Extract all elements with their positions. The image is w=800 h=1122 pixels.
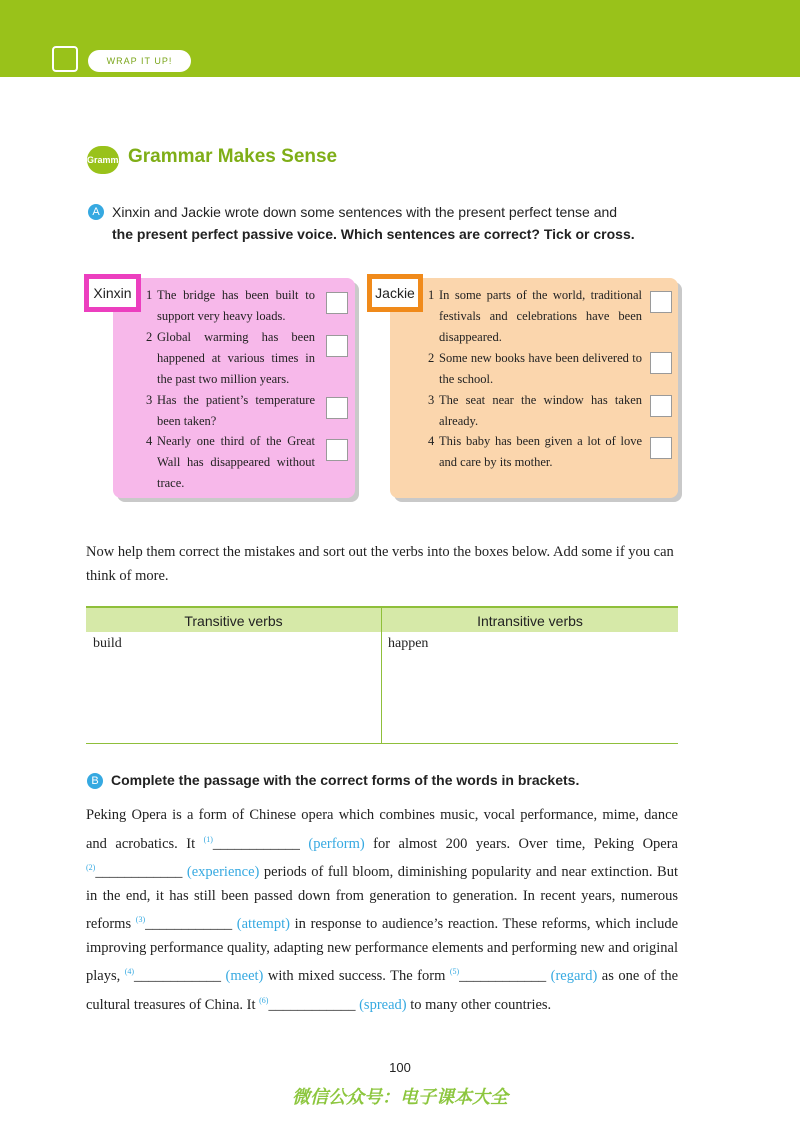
- gap-number-5: (5): [449, 967, 460, 976]
- xinxin-tick-box-4[interactable]: [326, 439, 348, 461]
- page-number: 100: [389, 1060, 411, 1075]
- part-b-label: B: [87, 773, 103, 789]
- intransitive-header: Intransitive verbs: [382, 606, 678, 632]
- passage: Peking Opera is a form of Chinese opera which combines music, vocal performance, mime, dance and acrobatics. It $^{(1)}$____________ (perform) for almost 200 years. Over time, Peking Opera $^{(2)}$____________ (experience) periods of full bloom, diminishing popularity and near extinction. But in the end, it has still been passed down from generation to generation. In recent years, numerous reforms $^{(3)}$____________ (attempt) in response to audience’s reaction. These reforms, which include improving performance quality, adapting new performance elements and performing new and original plays, $^{(4)}$____________ (meet) with mixed success. The form $^{(5)}$____________ (regard) as one of the cultural treasures of China. It $^{(6)}$____________ (spread) to many other countries.: [86, 807, 679, 1013]
- blank-6[interactable]: ____________: [268, 996, 356, 1013]
- hint-3: (attempt): [236, 916, 290, 932]
- xinxin-item-2: 2 Global warming has been happened at various times in the past two million years.: [146, 330, 315, 386]
- jackie-item-3: 3 The seat near the window has taken already.: [428, 393, 642, 428]
- hint-6: (spread): [359, 996, 407, 1013]
- xinxin-tick-box-1[interactable]: [326, 292, 348, 314]
- hint-5: (regard): [550, 968, 598, 984]
- jackie-tick-box-3[interactable]: [650, 395, 672, 417]
- jackie-tick-box-2[interactable]: [650, 352, 672, 374]
- jackie-tick-box-4[interactable]: [650, 437, 672, 459]
- section-tag: WRAP IT UP!: [88, 50, 191, 72]
- xinxin-item-4: 4 Nearly one third of the Great Wall has disappeared without trace.: [146, 434, 315, 490]
- gap-number-4: (4): [124, 967, 135, 976]
- gap-number-1: (1): [203, 834, 213, 844]
- column-divider: [381, 606, 382, 743]
- gap-number-6: (6): [259, 995, 269, 1005]
- jackie-tick-box-1[interactable]: [650, 291, 672, 313]
- xinxin-tick-box-3[interactable]: [326, 397, 348, 419]
- followup-instruction: Now help them correct the mistakes and sort out the verbs into the boxes below. Add some if you can think of more.: [86, 544, 674, 584]
- gap-number-3: (3): [135, 915, 146, 924]
- transitive-header: Transitive verbs: [86, 606, 381, 632]
- xinxin-item-1: 1 The bridge has been built to support very heavy loads.: [146, 288, 315, 323]
- intransitive-cell[interactable]: happen: [388, 636, 429, 651]
- part-b-instruction: Complete the passage with the correct forms of the words in brackets.: [111, 772, 580, 788]
- jackie-item-1: 1 In some parts of the world, traditional festivals and celebrations have been disappeared.: [428, 288, 642, 344]
- jackie-name-box: Jackie: [367, 274, 423, 312]
- gap-number-2: (2): [86, 863, 96, 872]
- hint-4: (meet): [225, 968, 264, 984]
- verb-table: [86, 606, 678, 744]
- blank-1[interactable]: ____________: [212, 835, 300, 852]
- footer-watermark: 微信公众号：电子课本大全: [292, 1087, 508, 1108]
- blank-3[interactable]: ____________: [145, 916, 233, 932]
- blank-5[interactable]: ____________: [459, 968, 547, 984]
- section-title: Grammar Makes Sense: [128, 146, 338, 167]
- transitive-cell[interactable]: build: [93, 636, 122, 651]
- xinxin-tick-box-2[interactable]: [326, 335, 348, 357]
- hint-2: (experience): [186, 864, 260, 880]
- jackie-item-2: 2 Some new books have been delivered to the school.: [428, 351, 642, 386]
- blank-2[interactable]: ____________: [95, 864, 183, 880]
- xinxin-name-box: Xinxin: [84, 274, 141, 312]
- xinxin-item-3: 3 Has the patient’s temperature been taken?: [146, 393, 315, 428]
- blank-4[interactable]: ____________: [134, 968, 222, 984]
- grammar-badge-icon: Grammar: [87, 146, 119, 174]
- hint-1: (perform): [308, 835, 365, 852]
- part-a-instruction: Xinxin and Jackie wrote down some sentences with the present perfect tense and the present perfect passive voice. Which sentences are correct? Tick or cross.: [112, 204, 635, 242]
- part-a-label: A: [88, 204, 104, 220]
- jackie-item-4: 4 This baby has been given a lot of love and care by its mother.: [428, 434, 642, 469]
- top-banner: [0, 0, 800, 77]
- notepad-icon: [52, 46, 78, 72]
